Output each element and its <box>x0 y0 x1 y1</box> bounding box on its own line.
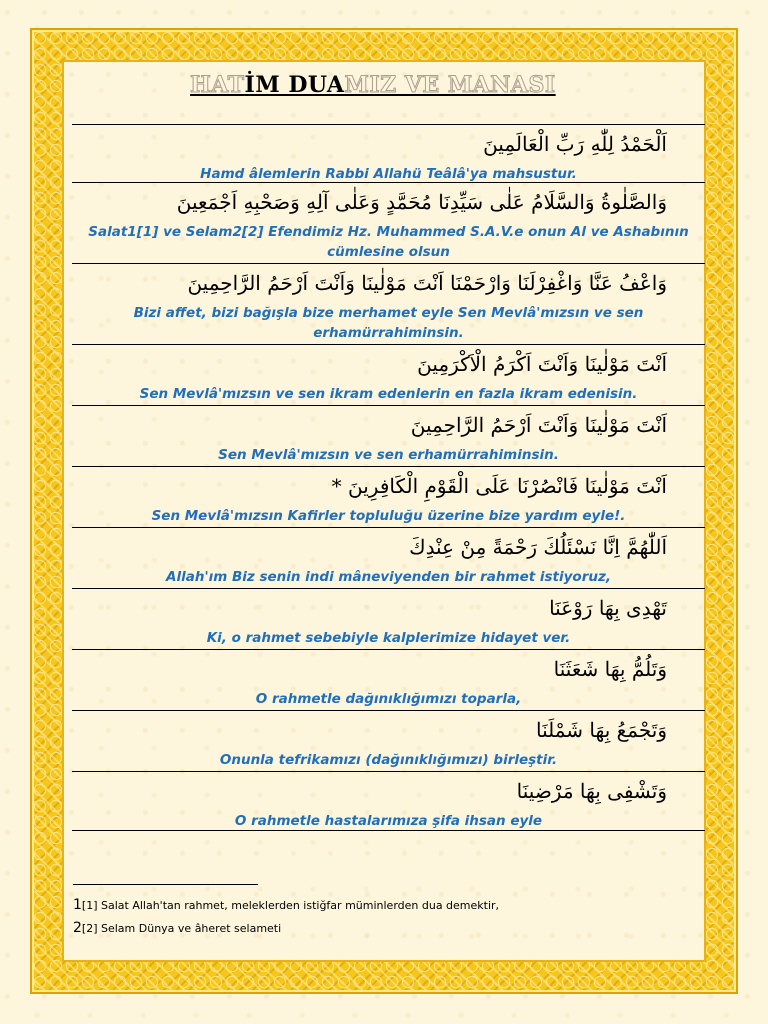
verse-row <box>72 405 705 466</box>
verse-row <box>72 466 705 527</box>
translation-text: Hamd âlemlerin Rabbi Allahü Teâlâ'ya mahsustur. <box>200 166 577 182</box>
footnote-separator <box>73 884 258 885</box>
verse-row <box>72 588 705 649</box>
verse-row <box>72 344 705 405</box>
translation-text: Sen Mevlâ'mızsın ve sen erhamürrahiminsin. <box>218 447 559 463</box>
verse-row <box>72 649 705 710</box>
translation-text: Onunla tefrikamızı (dağınıklığımızı) birleştir. <box>219 752 558 768</box>
arabic-text: اَنْتَ مَوْلٰينَا وَاَنْتَ اَرْحَمُ الرَّاحِمِينَ <box>410 413 667 437</box>
arabic-text: تَهْدِى بِهَا رَوْعَنَا <box>549 596 667 620</box>
footnote-2 <box>73 917 499 940</box>
translation-text: Salat1[1] ve Selam2[2] Efendimiz Hz. Muhammed S.A.V.e onun Al ve Ashabının cümlesine olsun <box>88 224 689 260</box>
arabic-text: وَتَلُمُّ بِهَا شَعَثَنَا <box>553 657 667 681</box>
verse-row <box>72 710 705 771</box>
page-title <box>190 72 556 98</box>
footnote-text: [1] Salat Allah'tan rahmet, meleklerden istiğfar müminlerden dua demektir, <box>81 899 500 912</box>
arabic-text: اَلْحَمْدُ لِلّٰهِ رَبِّ الْعَالَمِينَ <box>483 132 667 156</box>
arabic-text: وَالصَّلٰوةُ وَالسَّلَامُ عَلٰى سَيِّدِنَا مُحَمَّدٍ وَعَلٰى آلِهِ وَصَحْبِهِ اَجْمَعِينَ <box>176 190 667 214</box>
arabic-text: اَنْتَ مَوْلٰينَا وَاَنْتَ اَكْرَمُ الْاَكْرَمِينَ <box>417 352 667 376</box>
translation-text: Allah'ım Biz senin indi mâneviyenden bir rahmet istiyoruz, <box>166 569 611 585</box>
verse-row <box>72 527 705 588</box>
translation-text: O rahmetle dağınıklığımızı toparla, <box>255 691 522 707</box>
title-part-1: HAT <box>190 72 245 98</box>
verse-row <box>72 263 705 344</box>
arabic-text: وَاعْفُ عَنَّا وَاغْفِرْلَنَا وَارْحَمْنَا اَنْتَ مَوْلٰينَا وَاَنْتَ اَرْحَمُ الرَّاحِمِينَ <box>187 271 667 295</box>
title-part-3: MIZ VE MANASI <box>344 72 556 98</box>
arabic-text: وَتَشْفِى بِهَا مَرْضِينَا <box>516 779 667 803</box>
footnote-1 <box>73 894 499 917</box>
translation-text: Bizi affet, bizi bağışla bize merhamet eyle Sen Mevlâ'mızsın ve sen erhamürrahiminsin. <box>133 305 644 341</box>
footnote-number: 1 <box>73 897 82 913</box>
title-part-2: İM DUA <box>244 72 345 98</box>
verse-row <box>72 182 705 263</box>
footnote-number: 2 <box>73 920 82 936</box>
footnotes <box>73 894 499 940</box>
arabic-text: اَنْتَ مَوْلٰينَا فَانْصُرْنَا عَلَى الْقَوْمِ الْكَافِرِينَ * <box>331 474 667 498</box>
translation-text: Sen Mevlâ'mızsın ve sen ikram edenlerin en fazla ikram edenisin. <box>139 386 638 402</box>
verse-row <box>72 771 705 831</box>
translation-text: Ki, o rahmet sebebiyle kalplerimize hidayet ver. <box>206 630 571 646</box>
verse-row <box>72 124 705 182</box>
translation-text: O rahmetle hastalarımıza şifa ihsan eyle <box>234 813 543 829</box>
arabic-text: وَتَجْمَعُ بِهَا شَمْلَنَا <box>535 718 667 742</box>
arabic-text: اَللّٰهُمَّ اِنَّا نَسْئَلُكَ رَحْمَةً مِنْ عِنْدِكَ <box>409 535 667 559</box>
translation-text: Sen Mevlâ'mızsın Kafirler topluluğu üzerine bize yardım eyle!. <box>151 508 626 524</box>
prayer-table <box>72 124 705 831</box>
footnote-text: [2] Selam Dünya ve âheret selameti <box>81 922 282 935</box>
